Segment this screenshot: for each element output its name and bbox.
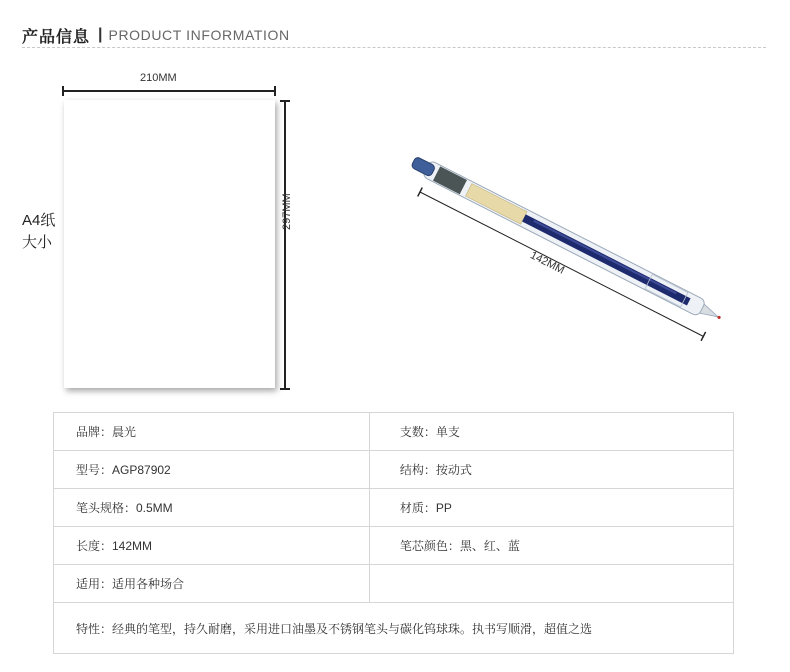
a4-paper-illustration: [64, 100, 275, 388]
paper-width-label: 210MM: [140, 72, 177, 84]
paper-caption: [22, 210, 55, 254]
table-row: [54, 565, 734, 603]
paper-height-label: 297MM: [281, 193, 293, 230]
spec-table: [53, 412, 734, 654]
paper-height-dimension: [280, 100, 290, 390]
table-row: [54, 489, 734, 527]
title-separator: |: [98, 26, 103, 43]
section-title-en: PRODUCT INFORMATION: [108, 27, 290, 43]
section-header: [22, 22, 290, 48]
spec-feature: 特性：经典的笔型，持久耐磨，采用进口油墨及不锈钢笔头与碳化钨球珠。执书写顺滑，超值之选: [54, 603, 734, 654]
spec-empty-cell: [369, 565, 733, 603]
spec-length: 长度：142MM: [54, 527, 370, 565]
paper-width-dimension: [62, 86, 276, 96]
table-row: [54, 413, 734, 451]
pen-illustration: [400, 140, 740, 360]
spec-structure: 结构：按动式: [369, 451, 733, 489]
table-row: [54, 527, 734, 565]
pen-button: [411, 156, 436, 177]
spec-quantity: 支数：单支: [369, 413, 733, 451]
spec-ink-colors: 笔芯颜色：黑、红、蓝: [369, 527, 733, 565]
spec-usage: 适用：适用各种场合: [54, 565, 370, 603]
table-row: [54, 451, 734, 489]
paper-caption-line2: 大小: [22, 234, 53, 251]
spec-tip-size: 笔头规格：0.5MM: [54, 489, 370, 527]
spec-material: 材质：PP: [369, 489, 733, 527]
spec-model: 型号：AGP87902: [54, 451, 370, 489]
spec-brand: 品牌：晨光: [54, 413, 370, 451]
table-row: [54, 603, 734, 654]
section-title-cn: 产品信息: [22, 28, 91, 46]
header-divider: [22, 47, 766, 48]
pen-length-label: 142MM: [528, 249, 567, 277]
paper-caption-line1: A4纸: [22, 212, 56, 229]
